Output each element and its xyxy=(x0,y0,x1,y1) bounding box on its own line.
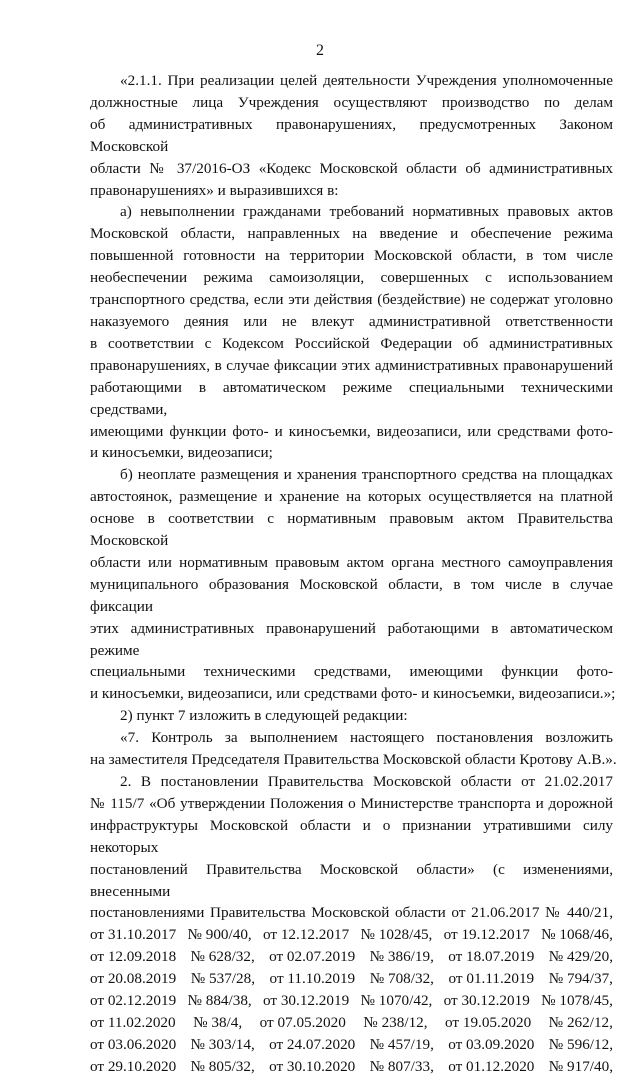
amendment-number: № 38/4, xyxy=(193,1013,243,1031)
text-line: работающими в автоматическом режиме специальными техническими средствами, xyxy=(90,378,613,418)
text-line: специальными техническими средствами, имеющими функции фото- xyxy=(90,663,613,681)
text-line: основе в соответствии с нормативным правовым актом Правительства Московской xyxy=(90,510,613,550)
text-line: постановлениями Правительства Московской области от 21.06.2017 № 440/21, xyxy=(90,904,613,922)
text-line: автостоянок, размещение и хранение на которых осуществляется на платной xyxy=(90,488,613,506)
amendment-number: № 917/40, xyxy=(548,1057,613,1075)
amendment-number: № 884/38, xyxy=(187,992,252,1010)
text-line: об административных правонарушениях, предусмотренных Законом Московской xyxy=(90,115,613,155)
paragraph-p3 xyxy=(90,464,616,705)
amendment-number: № 708/32, xyxy=(369,970,434,988)
amendment-date: от 24.07.2020 xyxy=(269,1035,356,1053)
text-line: правонарушениях» и выразившихся в: xyxy=(90,181,339,199)
amendment-number: № 262/12, xyxy=(548,1013,613,1031)
text-line: области № 37/2016-ОЗ «Кодекс Московской области об административных xyxy=(90,159,613,177)
amendment-row xyxy=(90,946,613,968)
amendment-number: № 596/12, xyxy=(548,1035,613,1053)
text-line: на заместителя Председателя Правительства Московской области Кротову А.В.». xyxy=(90,751,617,769)
amendment-row xyxy=(90,1034,613,1056)
text-line: «2.1.1. При реализации целей деятельности Учреждения уполномоченные xyxy=(120,72,613,89)
text-line: и киносъемки, видеозаписи, или средствами фото- и киносъемки, видеозаписи.»; xyxy=(90,685,616,703)
text-line: должностные лица Учреждения осуществляют производство по делам xyxy=(90,93,613,111)
text-line: области или нормативным правовым актом органа местного самоуправления xyxy=(90,553,613,571)
text-line: 2) пункт 7 изложить в следующей редакции: xyxy=(120,707,408,725)
amendment-number: № 238/12, xyxy=(363,1013,428,1031)
amendment-date: от 20.08.2019 xyxy=(90,970,177,988)
text-line: повышенной готовности на территории Московской области, в том числе xyxy=(90,247,613,265)
amendment-number: № 457/19, xyxy=(369,1035,434,1053)
amendment-date: от 01.12.2020 xyxy=(448,1057,535,1075)
text-line: муниципального образования Московской области, в том числе в случае фиксации xyxy=(90,575,613,615)
text-line: инфраструктуры Московской области и о признании утратившими силу некоторых xyxy=(90,816,613,856)
amendment-date: от 12.12.2017 xyxy=(263,926,350,944)
paragraph-p6 xyxy=(90,771,613,924)
text-line: и киносъемки, видеозаписи; xyxy=(90,444,273,462)
amendment-date: от 11.02.2020 xyxy=(90,1013,176,1031)
amendment-row xyxy=(90,968,613,990)
text-line: «7. Контроль за выполнением настоящего постановления возложить xyxy=(120,729,613,747)
amendment-date: от 12.09.2018 xyxy=(90,948,177,966)
amendment-number: № 807/33, xyxy=(369,1057,434,1075)
text-line: наказуемого деяния или не влекут административной ответственности xyxy=(90,312,613,330)
amendment-number: № 628/32, xyxy=(190,948,255,966)
text-line: этих административных правонарушений работающими в автоматическом режиме xyxy=(90,619,613,659)
amendment-date: от 02.07.2019 xyxy=(269,948,356,966)
amendment-number: № 537/28, xyxy=(190,970,255,988)
amendment-date: от 07.05.2020 xyxy=(259,1013,346,1031)
text-line: имеющими функции фото- и киносъемки, видеозаписи, или средствами фото- xyxy=(90,422,613,440)
amendment-date: от 30.12.2019 xyxy=(263,992,350,1010)
amendment-row xyxy=(90,924,613,946)
amendment-date: от 02.12.2019 xyxy=(90,992,177,1010)
text-line: Московской области, направленных на введение и обеспечение режима xyxy=(90,225,613,243)
amendment-date: от 19.05.2020 xyxy=(445,1013,532,1031)
paragraph-p2 xyxy=(90,201,613,464)
amendment-date: от 18.07.2019 xyxy=(448,948,535,966)
paragraph-p5 xyxy=(90,727,617,771)
text-line: б) неоплате размещения и хранения транспортного средства на площадках xyxy=(120,466,613,484)
amendment-row xyxy=(90,1056,613,1078)
text-line: № 115/7 «Об утверждении Положения о Министерстве транспорта и дорожной xyxy=(90,794,613,812)
text-line: правонарушениях, в случае фиксации этих административных правонарушений xyxy=(90,356,613,374)
text-line: в соответствии с Кодексом Российской Федерации об административных xyxy=(90,334,613,352)
amendment-number: № 900/40, xyxy=(187,926,252,944)
amendment-number: № 303/14, xyxy=(190,1035,255,1053)
amendment-number: № 1078/45, xyxy=(541,992,613,1010)
text-line: необеспечении режима самоизоляции, совершенных с использованием xyxy=(90,269,613,287)
amendment-date: от 01.11.2019 xyxy=(448,970,535,988)
document-body xyxy=(90,70,617,1078)
amendment-list xyxy=(90,924,613,1077)
amendment-number: № 794/37, xyxy=(548,970,613,988)
amendment-date: от 03.09.2020 xyxy=(448,1035,535,1053)
text-line: а) невыполнении гражданами требований нормативных правовых актов xyxy=(120,203,613,221)
text-line: 2. В постановлении Правительства Московской области от 21.02.2017 xyxy=(120,773,613,790)
amendment-number: № 429/20, xyxy=(548,948,613,966)
amendment-date: от 11.10.2019 xyxy=(269,970,356,988)
amendment-date: от 31.10.2017 xyxy=(90,926,177,944)
amendment-date: от 30.10.2020 xyxy=(269,1057,356,1075)
amendment-number: № 805/32, xyxy=(190,1057,255,1075)
text-line: постановлений Правительства Московской области» (с изменениями, внесенными xyxy=(90,860,613,900)
amendment-date: от 29.10.2020 xyxy=(90,1057,177,1075)
amendment-date: от 30.12.2019 xyxy=(443,992,530,1010)
amendment-date: от 19.12.2017 xyxy=(443,926,530,944)
paragraph-p4 xyxy=(90,705,613,727)
text-line: транспортного средства, если эти действия (бездействие) не содержат уголовно xyxy=(90,291,613,309)
paragraphs xyxy=(90,70,617,924)
amendment-row xyxy=(90,990,613,1012)
amendment-date: от 03.06.2020 xyxy=(90,1035,177,1053)
amendment-number: № 1068/46, xyxy=(541,926,613,944)
page-number: 2 xyxy=(316,42,324,59)
amendment-number: № 1070/42, xyxy=(360,992,433,1010)
amendment-number: № 1028/45, xyxy=(360,926,433,944)
paragraph-p1 xyxy=(90,70,613,201)
amendment-row xyxy=(90,1012,613,1034)
amendment-number: № 386/19, xyxy=(369,948,434,966)
